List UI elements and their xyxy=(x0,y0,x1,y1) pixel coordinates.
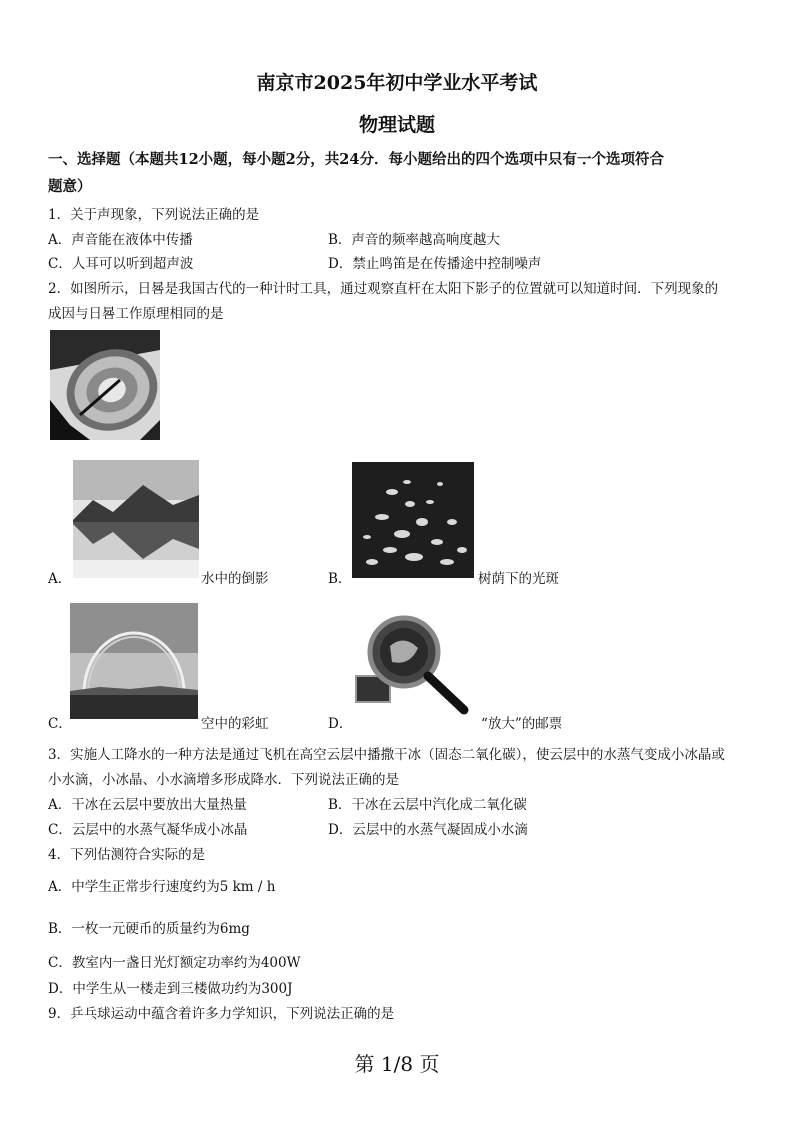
q2-option-c-letter: C． xyxy=(48,716,72,732)
emphasis-char-2: 有 xyxy=(562,151,577,168)
emphasis-char-4: 个 xyxy=(591,151,606,168)
q1-option-a: A．声音能在液体中传播 xyxy=(48,232,193,248)
q4-option-d: D．中学生从一楼走到三楼做功约为300J xyxy=(48,981,293,997)
q2-option-a-text: 水中的倒影 xyxy=(201,571,269,587)
q2-option-d-letter: D． xyxy=(328,716,353,732)
q3-stem-line1: 3．实施人工降水的一种方法是通过飞机在高空云层中播撒干冰（固态二氧化碳），使云层中的水蒸气变成小冰晶或 xyxy=(48,747,725,763)
section-heading xyxy=(48,146,758,200)
q2-stem-line2: 成因与日晷工作原理相同的是 xyxy=(48,306,224,322)
reflection-photo xyxy=(73,460,199,578)
q2-stem-line1: 2．如图所示，日晷是我国古代的一种计时工具，通过观察直杆在太阳下影子的位置就可以知道时间．下列现象的 xyxy=(48,281,719,297)
magnified-stamp-photo xyxy=(352,606,474,720)
q3-stem-line2: 小水滴，小冰晶、小水滴增多形成降水．下列说法正确的是 xyxy=(48,772,399,788)
sundial-photo xyxy=(50,330,160,440)
q3-option-d: D．云层中的水蒸气凝固成小水滴 xyxy=(328,822,528,838)
q3-option-b: B．干冰在云层中汽化成二氧化碳 xyxy=(328,797,527,813)
page-number: 第 1/8 页 xyxy=(354,1052,440,1076)
q1-option-b: B．声音的频率越高响度越大 xyxy=(328,232,500,248)
q2-option-d-text: “放大”的邮票 xyxy=(481,716,563,732)
light-spots-photo xyxy=(352,462,474,578)
q4-option-c: C．教室内一盏日光灯额定功率约为400W xyxy=(48,955,301,971)
q4-option-a: A．中学生正常步行速度约为5 km / h xyxy=(48,879,276,895)
q2-option-c-text: 空中的彩虹 xyxy=(201,716,269,732)
q2-option-b-letter: B． xyxy=(328,571,352,587)
exam-title: 南京市2025年初中学业水平考试 xyxy=(256,72,538,94)
rainbow-photo xyxy=(70,603,198,719)
section-heading-text-c: 题意） xyxy=(48,178,92,195)
q3-option-c: C．云层中的水蒸气凝华成小冰晶 xyxy=(48,822,248,838)
exam-subtitle: 物理试题 xyxy=(358,114,435,136)
q1-stem: 1．关于声现象，下列说法正确的是 xyxy=(48,207,260,223)
emphasis-char-3: 一 xyxy=(576,151,592,168)
q1-option-c: C．人耳可以听到超声波 xyxy=(48,256,194,272)
q3-option-a: A．干冰在云层中要放出大量热量 xyxy=(48,797,247,813)
section-heading-text-b: 选项符合 xyxy=(605,151,664,168)
q2-option-b-text: 树荫下的光斑 xyxy=(478,571,559,587)
section-heading-text-a: 一、选择题（本题共12小题，每小题2分，共24分．每小题给出的四个选项中 xyxy=(48,151,548,168)
emphasis-char-1: 只 xyxy=(547,151,563,168)
q9-stem: 9．乒乓球运动中蕴含着许多力学知识，下列说法正确的是 xyxy=(48,1006,395,1022)
q4-stem: 4．下列估测符合实际的是 xyxy=(48,847,206,863)
q4-option-b: B．一枚一元硬币的质量约为6mg xyxy=(48,921,250,937)
q1-option-d: D．禁止鸣笛是在传播途中控制噪声 xyxy=(328,256,542,272)
q2-option-a-letter: A． xyxy=(48,571,72,587)
